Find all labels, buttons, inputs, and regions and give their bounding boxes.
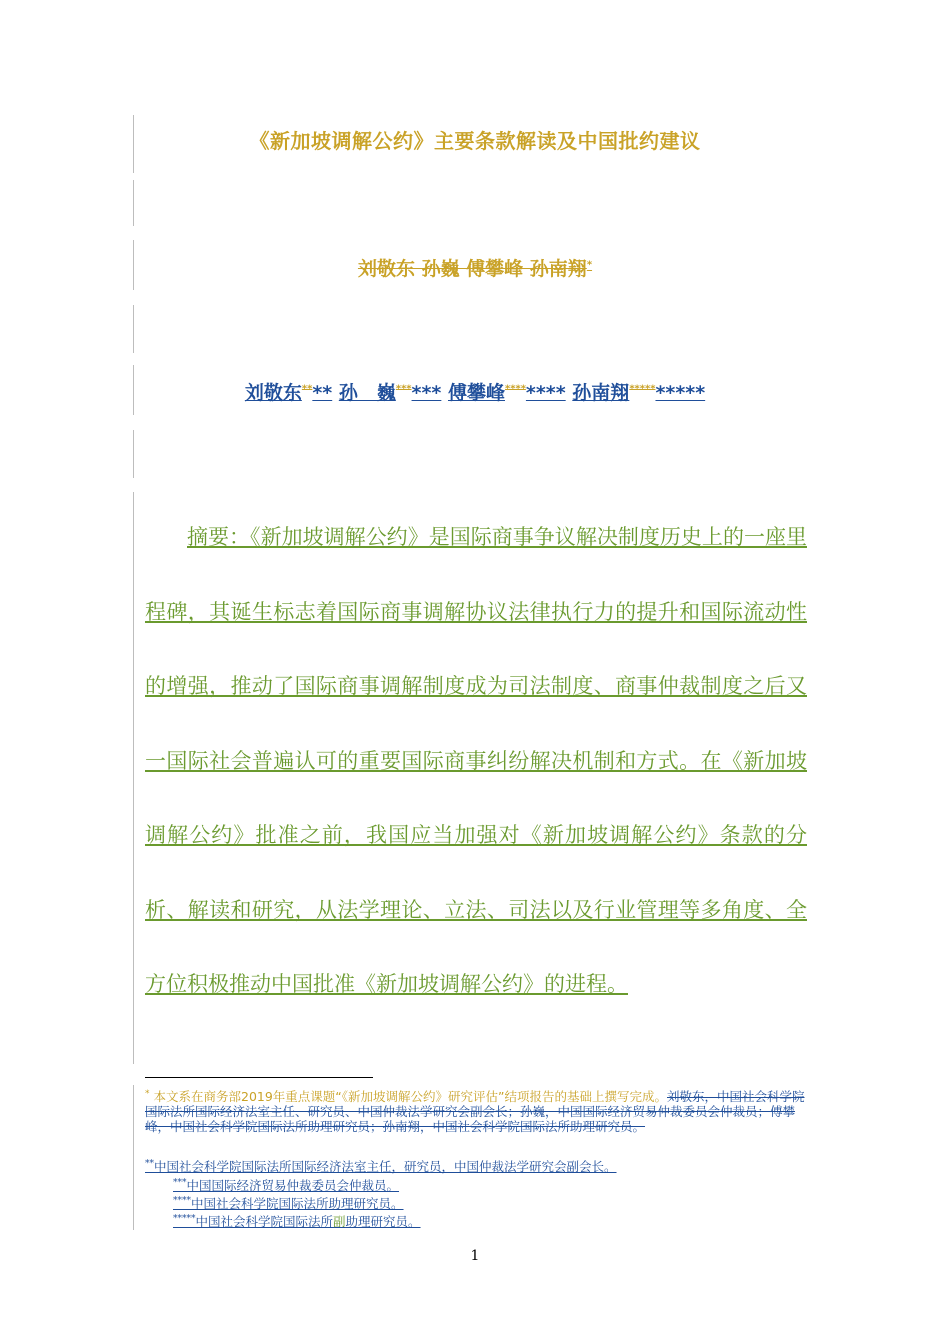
author-mark-deleted: *** (395, 383, 412, 395)
author-name: 孙 巍 (338, 382, 396, 404)
author-mark-deleted: ** (301, 383, 313, 395)
change-bar (133, 180, 134, 226)
footnote-text: 中国社会科学院国际法所助理研究员。 (191, 1196, 404, 1212)
footnote-3 (173, 1176, 807, 1193)
author-mark-inserted: **** (525, 382, 566, 404)
footnote-1 (145, 1087, 807, 1134)
footnote-mark: *** (173, 1178, 187, 1188)
footnote-text: 本文系在商务部2019年重点课题“《新加坡调解公约》研究评估”结项报告的基础上撰写完成。 (153, 1089, 667, 1105)
footnote-separator (145, 1077, 373, 1078)
change-bar (133, 430, 134, 478)
footnote-mark: **** (173, 1196, 191, 1206)
change-bar (133, 240, 134, 290)
authors-deleted-names: 刘敬东 孙巍 傅攀峰 孙南翔 (357, 258, 587, 280)
footnote-text: 中国社会科学院国际法所 (195, 1214, 334, 1230)
footnote-inserted-text: 副 (333, 1214, 346, 1230)
author-name: 傅攀峰 (447, 382, 505, 404)
author-mark-deleted: ***** (629, 383, 656, 395)
page-number: 1 (470, 1248, 480, 1264)
authors-inserted (140, 378, 810, 405)
author-name: 刘敬东 (244, 382, 302, 404)
footnote-mark: * (145, 1089, 150, 1099)
footnote-text: 中国国际经济贸易仲裁委员会仲裁员。 (186, 1178, 400, 1194)
footnote-mark: ***** (173, 1214, 196, 1224)
footnote-text: 助理研究员。 (345, 1214, 421, 1230)
change-bar (133, 1085, 134, 1230)
change-bar (133, 365, 134, 415)
author-name: 孙南翔 (572, 382, 630, 404)
footnote-5 (173, 1212, 807, 1229)
authors-deleted (140, 254, 810, 281)
author-mark-inserted: ***** (655, 382, 706, 404)
change-bar (133, 305, 134, 353)
footnote-4 (173, 1194, 807, 1211)
author-mark-inserted: *** (411, 382, 442, 404)
change-bar (133, 115, 134, 173)
footnote-text: 中国社会科学院国际法所国际经济法室主任，研究员，中国仲裁法学研究会副会长。 (154, 1159, 617, 1175)
author-mark-deleted: **** (505, 383, 526, 395)
change-bar (133, 492, 134, 1064)
footnote-2 (145, 1157, 807, 1174)
abstract-paragraph: 摘要：《新加坡调解公约》是国际商事争议解决制度历史上的一座里程碑，其诞生标志着国际商事调解协议法律执行力的提升和国际流动性的增强，推动了国际商事调解制度成为司法制度、商事仲裁制度之后又一国际社会普遍认可的重要国际商事纠纷解决机制和方式。在《新加坡调解公约》批准之前，我国应当加强对《新加坡调解公约》条款的分析、解读和研究，从法学理论、立法、司法以及行业管理等多角度、全方位积极推动中国批准《新加坡调解公约》的进程。 (145, 525, 807, 996)
document-title: 《新加坡调解公约》主要条款解读及中国批约建议 (249, 129, 701, 153)
authors-deleted-mark: * (586, 259, 593, 271)
author-mark-inserted: ** (312, 382, 333, 404)
footnote-deleted-text: 刘敬东，中国社会科学院国际法所国际经济法室主任、研究员、中国仲裁法学研究会副会长；孙巍，中国国际经济贸易仲裁委员会仲裁员；傅攀峰，中国社会科学院国际法所助理研究员；孙南翔，中国社会科学院国际法所助理研究员。 (145, 1089, 805, 1135)
footnote-mark: ** (145, 1159, 154, 1169)
